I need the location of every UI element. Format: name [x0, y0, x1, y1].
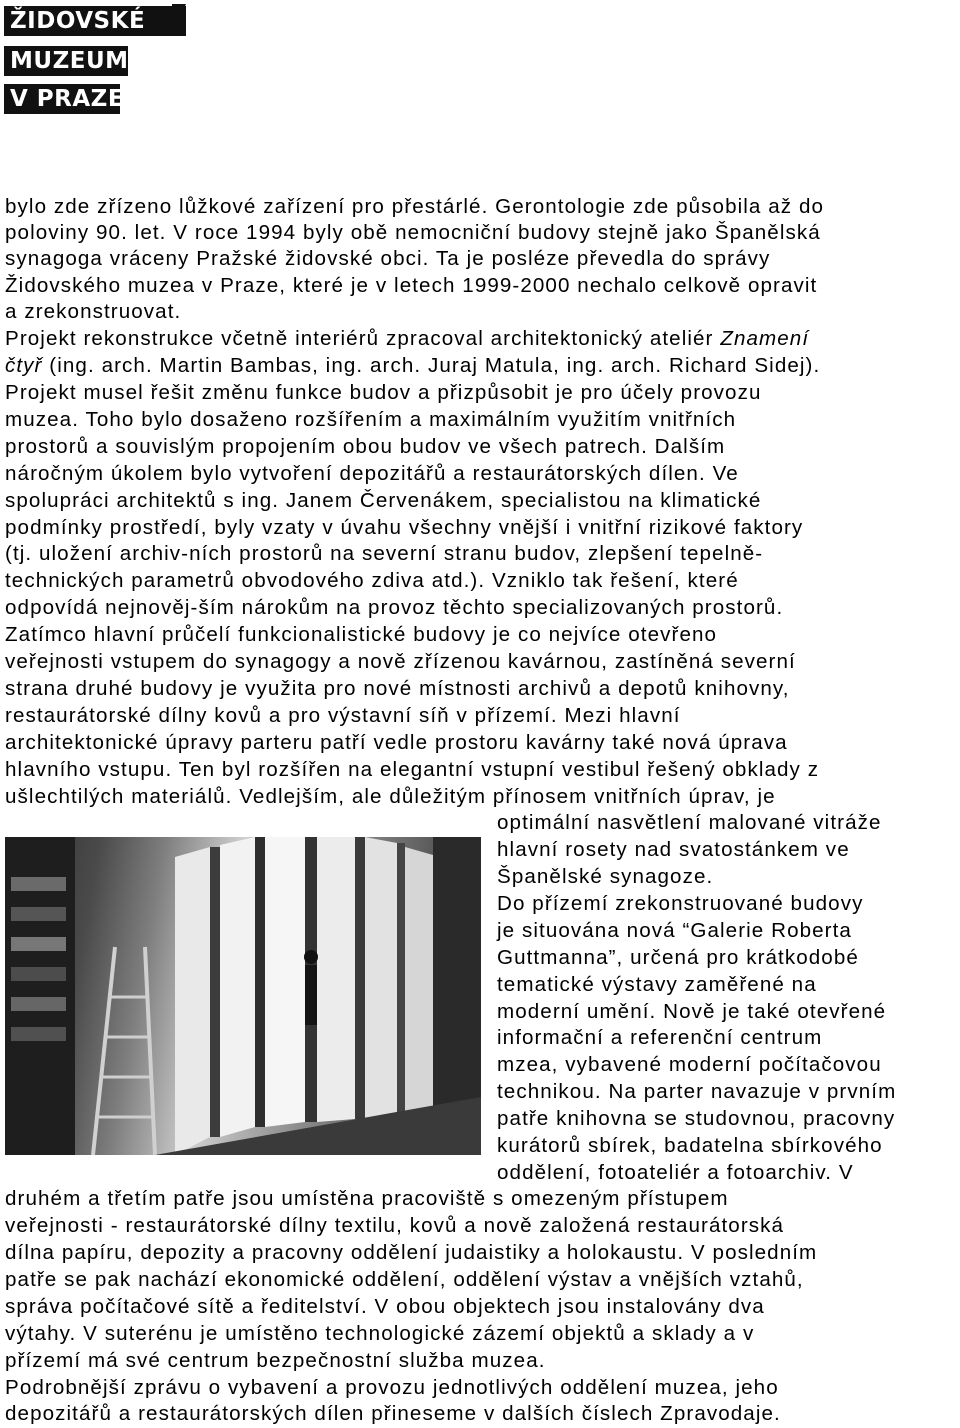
text-line: spolupráci architektů s ing. Janem Červenákem, specialistou na klimatické [5, 489, 762, 512]
text-line: odpovídá nejnověj-ším nárokům na provoz těchto specializovaných prostorů. [5, 596, 784, 619]
text-line: ušlechtilých materiálů. Vedlejším, ale důležitým přínosem vnitřních úprav, je [5, 785, 776, 808]
text-line: hlavní rosety nad svatostánkem ve [497, 838, 850, 861]
text-line: poloviny 90. let. V roce 1994 byly obě nemocniční budovy stejně jako Španělská [5, 221, 821, 244]
text-line: strana druhé budovy je využita pro nové místnosti archivů a depotů knihovny, [5, 677, 790, 700]
text-line: veřejnosti - restaurátorské dílny textilu, kovů a nově založená restaurátorská [5, 1214, 785, 1237]
text-line: patře knihovna se studovnou, pracovny [497, 1107, 896, 1130]
text-line: restaurátorské dílny kovů a pro výstavní síň v přízemí. Mezi hlavní [5, 704, 681, 727]
studio-name-part: Znamení [720, 327, 810, 350]
text-line: Projekt musel řešit změnu funkce budov a přizpůsobit je pro účely provozu [5, 381, 762, 404]
text-line: bylo zde zřízeno lůžkové zařízení pro přestárlé. Gerontologie zde působila až do [5, 195, 825, 218]
text-line: depozitářů a restaurátorských dílen přineseme v dalších číslech Zpravodaje. [5, 1402, 781, 1425]
text-line: správa počítačové sítě a ředitelství. V obou objektech jsou instalovány dva [5, 1295, 765, 1318]
text-span: (ing. arch. Martin Bambas, ing. arch. Juraj Matula, ing. arch. Richard Sidej). [42, 354, 821, 377]
text-line: je situována nová “Galerie Roberta [497, 919, 852, 942]
text-line: Španělské synagoze. [497, 865, 714, 888]
studio-name-part: čtyř [5, 354, 43, 377]
text-line: technikou. Na parter navazuje v prvním [497, 1080, 897, 1103]
text-line: dílna papíru, depozity a pracovny oddělení judaistiky a holokaustu. V posledním [5, 1241, 818, 1264]
text-line: architektonické úpravy parteru patří vedle prostoru kavárny také nová úprava [5, 731, 788, 754]
text-line: Guttmanna”, určená pro krátkodobé [497, 946, 859, 969]
text-line: Židovského muzea v Praze, které je v letech 1999-2000 nechalo celkově opravit [5, 274, 818, 297]
text-line: a zrekonstruovat. [5, 300, 182, 323]
text-line: druhém a třetím patře jsou umístěna pracoviště s omezeným přístupem [5, 1187, 729, 1210]
text-line: moderní umění. Nově je také otevřené [497, 1000, 887, 1023]
text-line: muzea. Toho bylo dosaženo rozšířením a maximálním využitím vnitřních [5, 408, 737, 431]
logo-corner [172, 4, 186, 36]
text-line: (tj. uložení archiv-ních prostorů na severní stranu budov, zlepšení tepelně- [5, 542, 764, 565]
text-line: oddělení, fotoateliér a fotoarchiv. V [497, 1161, 854, 1184]
text-line: náročným úkolem bylo vytvoření depozitářů a restaurátorských dílen. Ve [5, 462, 739, 485]
text-line: výtahy. V suterénu je umístěno technologické zázemí objektů a sklady a v [5, 1322, 755, 1345]
text-line: tematické výstavy zaměřené na [497, 973, 817, 996]
text-line: přízemí má své centrum bezpečnostní služba muzea. [5, 1349, 546, 1372]
text-span: Projekt rekonstrukce včetně interiérů zpracoval architektonický ateliér [5, 327, 721, 350]
text-line: Podrobnější zprávu o vybavení a provozu jednotlivých oddělení muzea, jeho [5, 1376, 779, 1399]
museum-logo [4, 4, 186, 116]
text-line: informační a referenční centrum [497, 1026, 823, 1049]
text-line: kurátorů sbírek, badatelna sbírkového [497, 1134, 883, 1157]
text-line: technických parametrů obvodového zdiva atd.). Vzniklo tak řešení, které [5, 569, 739, 592]
text-line: prostorů a souvislým propojením obou budov ve všech patrech. Dalším [5, 435, 726, 458]
text-line: Zatímco hlavní průčelí funkcionalistické budovy je co nejvíce otevřeno [5, 623, 718, 646]
text-line [5, 353, 820, 379]
text-line: optimální nasvětlení malované vitráže [497, 811, 882, 834]
logo-line-1: ŽIDOVSKÉ [4, 6, 186, 36]
text-line: Do přízemí zrekonstruované budovy [497, 892, 864, 915]
archive-shelving-photo [5, 837, 481, 1155]
text-line: veřejnosti vstupem do synagogy a nově zřízenou kavárnou, zastíněná severní [5, 650, 796, 673]
text-line: patře se pak nachází ekonomické oddělení, oddělení výstav a vnějších vztahů, [5, 1268, 804, 1291]
text-line: podmínky prostředí, byly vzaty v úvahu všechny vnější i vnitřní rizikové faktory [5, 516, 804, 539]
text-line [5, 326, 809, 352]
photo-illustration [5, 837, 481, 1155]
text-line: hlavního vstupu. Ten byl rozšířen na elegantní vstupní vestibul řešený obklady z [5, 758, 820, 781]
logo-line-2: MUZEUM [4, 46, 128, 76]
text-line: synagoga vráceny Pražské židovské obci. Ta je posléze převedla do správy [5, 247, 771, 270]
logo-line-3: V PRAZE [4, 84, 120, 114]
text-line: mzea, vybavené moderní počítačovou [497, 1053, 882, 1076]
